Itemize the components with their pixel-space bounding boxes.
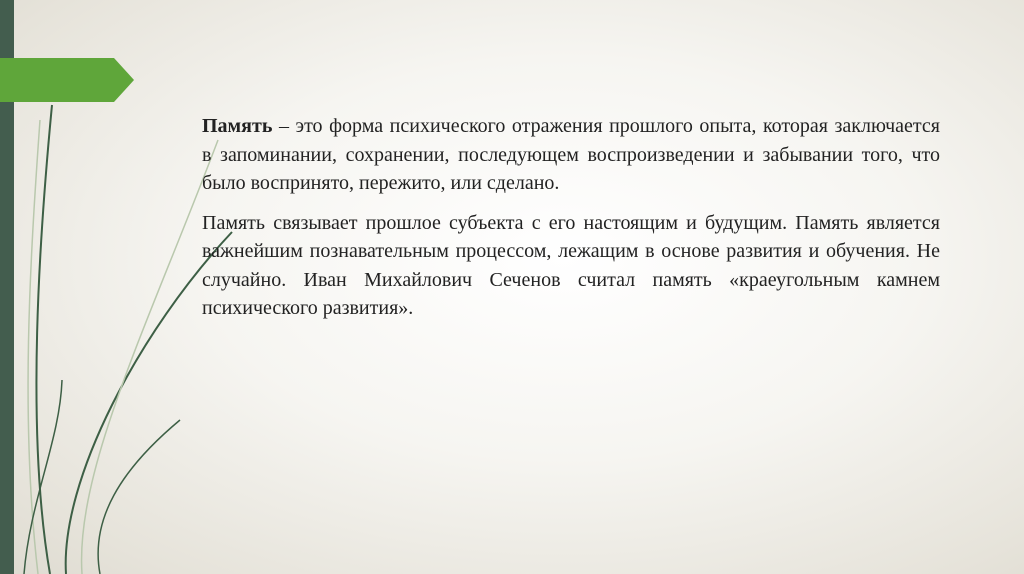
slide-body — [202, 112, 940, 323]
definition-paragraph — [202, 112, 940, 198]
term-memory: Память — [202, 115, 273, 137]
memory-role-paragraph: Память связывает прошлое субъекта с его настоящим и будущим. Память является важнейшим познавательным процессом, лежащим в основе развития и обучения. Не случайно. Иван Михайлович Сеченов считал память «краеугольным камнем психического развития». — [202, 211, 940, 319]
definition-text: – это форма психического отражения прошлого опыта, которая заключается в запоминании, сохранении, последующем воспроизведении и забывании того, что было воспринято, пережито, или сделано. — [202, 115, 940, 194]
green-arrow-tab — [0, 58, 134, 102]
